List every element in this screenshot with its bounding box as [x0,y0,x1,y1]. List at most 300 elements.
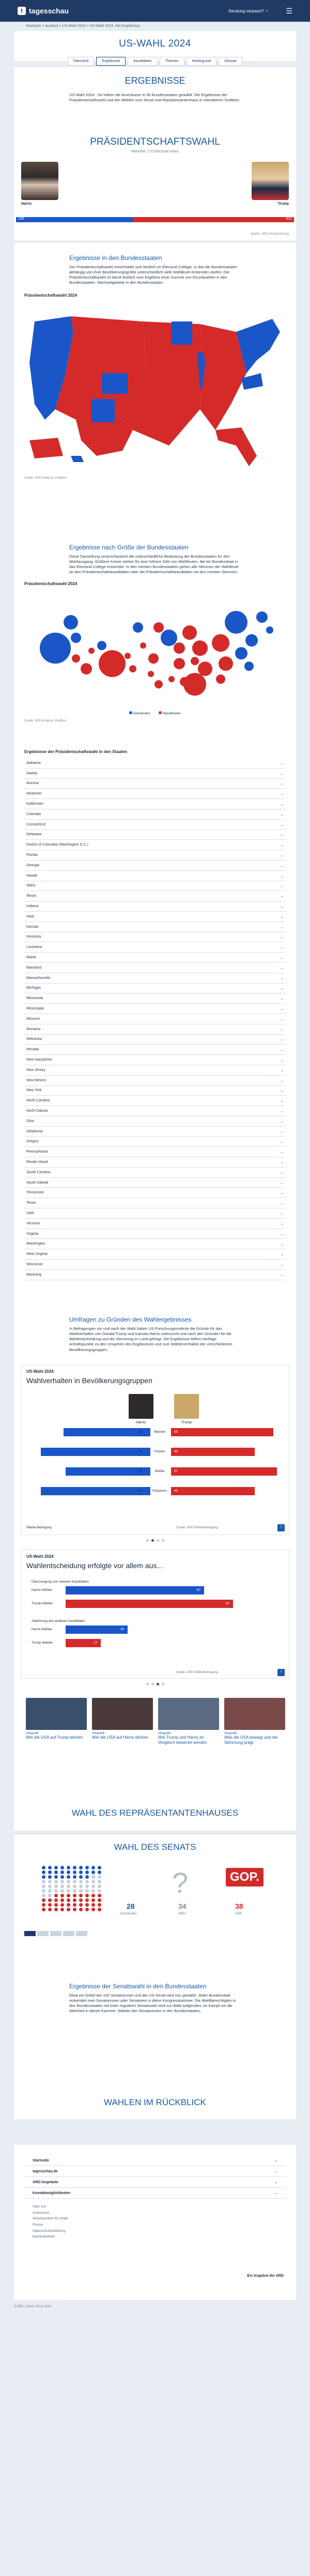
state-name: Oregon [26,1140,39,1144]
teaser-trump[interactable] [26,1698,87,1740]
states-section [14,739,296,1308]
senate-seat [60,1870,64,1874]
senate-seat [54,1898,58,1902]
senate-seat [79,1908,83,1911]
state-name: Missouri [26,1017,40,1021]
state-accordion-item[interactable] [24,1045,286,1055]
state-accordion-item[interactable] [24,820,286,830]
state-accordion-item[interactable] [24,871,286,881]
state-accordion-item[interactable] [24,1086,286,1096]
senate-seat [67,1884,70,1888]
card1-trump-bar [171,1428,273,1436]
bubble-iowa [140,642,146,649]
state-accordion-item[interactable] [24,1260,286,1270]
card2-info-icon[interactable]: i [277,1669,285,1676]
chevron-down-icon: ⌄ [280,883,284,888]
senate-seat [73,1903,76,1907]
bubble-texas [99,650,126,677]
map-state-newmexico-blue [91,399,115,422]
senate-seat [42,1908,45,1911]
president-source: Quelle: ARD Hochrechnung [251,233,289,236]
state-name: Florida [26,853,38,857]
senate-seat [73,1889,76,1893]
card1-harris-value: 53 [139,1489,143,1493]
chevron-down-icon: ⌄ [280,1241,284,1247]
state-accordion-item[interactable] [24,809,286,820]
state-accordion-item[interactable] [24,1198,286,1208]
senate-seat [67,1898,70,1902]
footer-privacy[interactable]: Datenschutzerklärung [33,2229,66,2233]
senate-seat [79,1875,83,1879]
state-accordion-item[interactable] [24,1014,286,1024]
senate-heading: WAHL DES SENATS [114,1842,196,1852]
senate-seat [42,1884,45,1888]
card2-value: 30 [120,1628,125,1631]
state-accordion-item[interactable] [24,1024,286,1035]
chevron-down-icon: ⌄ [280,1006,284,1011]
state-name: South Carolina [26,1170,51,1174]
page-header [14,31,296,61]
senate-seat [73,1884,76,1888]
senate-seat [42,1866,45,1869]
state-accordion-item[interactable] [24,1188,286,1198]
bubble-california [40,633,71,664]
footer-link-home[interactable]: Startseite ⌄ [24,2155,286,2166]
state-accordion-item[interactable] [24,799,286,809]
senate-seat [60,1866,64,1869]
state-accordion-item[interactable] [24,1096,286,1106]
bubble-connecticut [266,626,273,634]
state-accordion-item[interactable] [24,1270,286,1280]
chevron-down-icon: ⌄ [274,2181,277,2184]
state-accordion-item[interactable] [24,901,286,912]
bubble-illinois [161,630,177,646]
state-accordion-item[interactable] [24,984,286,994]
senate-seat [91,1870,95,1874]
senate-text-section [14,1959,296,2083]
chevron-down-icon: ⌄ [280,975,284,980]
card1-harris-value: 42 [139,1430,143,1434]
chevron-down-icon: ⌄ [280,1221,284,1226]
state-accordion-item[interactable] [24,1229,286,1239]
survey-heading: Umfragen zu Gründen des Wahlergebnisses [69,1316,192,1323]
chevron-down-icon: ⌄ [280,811,284,817]
survey-card-motivation [21,1550,289,1679]
tab-topics[interactable]: Themen [160,57,184,66]
state-accordion-item[interactable] [24,1249,286,1260]
chevron-down-icon: ⌄ [280,1231,284,1236]
state-accordion-list [24,758,286,1280]
dot[interactable] [146,1539,149,1542]
card2-harris-bar [66,1586,204,1594]
senate-seat [91,1898,95,1902]
senate-seat [67,1894,70,1897]
senate-seat [79,1884,83,1888]
footer-small-links [24,2199,286,2245]
state-accordion-item[interactable] [24,1147,286,1157]
senate-seat [85,1884,89,1888]
senate-seat [91,1880,95,1883]
card2-row-label: Trump-Wähler [32,1641,53,1645]
senate-seat-grid [42,1866,109,1918]
card1-harris-bar [41,1448,150,1456]
state-name: Texas [26,1201,36,1205]
bubble-wisconsin [153,622,164,633]
dot[interactable] [162,1539,164,1542]
senate-seat [98,1898,101,1902]
senate-seat [98,1875,101,1879]
state-accordion-item[interactable] [24,779,286,789]
card1-carousel-dots[interactable] [0,1539,310,1542]
senate-seat [98,1908,101,1911]
state-accordion-item[interactable] [24,861,286,871]
chevron-down-icon: ⌄ [280,955,284,960]
state-name: Arizona [26,781,39,786]
chevron-down-icon: ⌄ [280,771,284,776]
senate-seat [79,1898,83,1902]
breadcrumb[interactable]: Startseite > Ausland > US-Wahl 2024 > US-Wahl 2024: Alle Ergebnisse [26,24,141,28]
bubble-ohio [192,640,208,656]
senate-seat [42,1880,45,1883]
chevron-down-icon: ⌄ [280,781,284,786]
senate-seat [91,1875,95,1879]
house-heading: WAHL DES REPRÄSENTANTENHAUSES [71,1808,239,1818]
senate-seat [98,1866,101,1869]
tab-candidates[interactable]: Kandidaten [128,57,157,66]
chevron-down-icon: ⌄ [280,1108,284,1113]
state-name: North Dakota [26,1109,48,1113]
state-accordion-item[interactable] [24,1035,286,1045]
chevron-down-icon: ⌄ [280,1067,284,1072]
us-results-map [14,301,296,477]
card1-harris-bar [66,1467,150,1476]
chevron-down-icon: ⌄ [280,996,284,1001]
chevron-down-icon: ⌄ [280,1016,284,1021]
card1-row-label: Frauen [154,1450,165,1453]
state-name: Colorado [26,812,41,816]
senate-seat [85,1866,89,1869]
state-accordion-item[interactable] [24,1106,286,1116]
state-accordion-item[interactable] [24,840,286,850]
state-accordion-item[interactable] [24,953,286,963]
senate-gop-logo: GOP. [226,1868,264,1887]
senate-tab[interactable] [37,1931,49,1936]
senate-tab[interactable] [76,1931,87,1936]
state-name: Virginia [26,1232,39,1236]
senate-seat [60,1908,64,1911]
state-accordion-item[interactable] [24,1157,286,1168]
card1-footer: Quelle: ARD Wählerbefragung [176,1526,218,1529]
teaser-mood[interactable] [224,1698,285,1745]
senate-seat [85,1880,89,1883]
results-intro [14,67,296,129]
chevron-down-icon: ⌄ [280,1180,284,1185]
dot-active[interactable] [151,1539,154,1542]
senate-section [14,1835,296,1959]
bubble-maryland [244,662,254,671]
state-name: Montana [26,1027,41,1031]
senate-seat [48,1889,52,1893]
state-accordion-item[interactable] [24,1116,286,1127]
chevron-down-icon: ⌄ [280,934,284,940]
state-name: New York [26,1088,42,1093]
senate-seat [98,1894,101,1897]
chevron-down-icon: ⌄ [280,1190,284,1195]
bubble-heading: Ergebnisse nach Größe der Bundesstaaten [69,544,189,551]
bubble-alabama [180,677,189,686]
senate-seat [85,1894,89,1897]
state-accordion-item[interactable] [24,1178,286,1188]
senate-seat [54,1866,58,1869]
chevron-down-icon: ⌄ [280,1139,284,1144]
chevron-down-icon: ⌄ [280,873,284,878]
state-accordion-item[interactable] [24,789,286,799]
senate-seat [48,1903,52,1907]
state-accordion-item[interactable] [24,1219,286,1229]
dot[interactable] [151,1683,154,1685]
senate-seat [85,1908,89,1911]
senate-seat [60,1884,64,1888]
senate-seat [67,1866,70,1869]
state-accordion-item[interactable] [24,1208,286,1219]
state-name: Massachusetts [26,976,51,980]
map-text: Der Präsidentschaftswahl entscheidet sich letztlich im Electoral College, in das die Bundesstaaten abhängig von ihrer Bevölkerungsgröße unterschiedlich viele Wahlleute entsenden dürfen. Die Präsidentschaftswahl ist damit letztlich eine Ergebnis einer Summe von Einzelwahlen in den Bundesstaaten. Wechselgebiete in den Bundesstaaten [69,265,238,285]
bubble-michigan [182,625,197,640]
teaser-title: Wie die USA auf Trump blicken [26,1735,83,1740]
state-name: Mississippi [26,1007,44,1011]
chevron-down-icon: ⌄ [280,894,284,899]
dot[interactable] [146,1683,149,1685]
chevron-down-icon: ⌄ [280,853,284,858]
state-accordion-item[interactable] [24,1004,286,1014]
chevron-down-icon: ⌄ [280,986,284,991]
teaser-compare[interactable] [158,1698,219,1745]
state-accordion-item[interactable] [24,1239,286,1249]
card1-trump-value: 45 [174,1450,178,1453]
state-accordion-item[interactable] [24,942,286,953]
card2-footer: Quelle: ARD Wählerbefragung [176,1671,218,1674]
senate-open-label: Offen [178,1912,186,1915]
senate-seat [48,1898,52,1902]
senate-seat [98,1903,101,1907]
footer [14,2145,296,2300]
map-heading: Ergebnisse in den Bundesstaaten [69,254,162,262]
senate-seat [79,1880,83,1883]
card2-row-label: Harris-Wähler [32,1588,53,1592]
state-name: Iowa [26,914,34,918]
chevron-down-icon: ⌄ [280,1088,284,1093]
senate-seat [54,1908,58,1911]
state-accordion-item[interactable] [24,932,286,943]
bubble-louisiana [154,680,163,688]
footer-link-tagesschau[interactable]: tagesschau.de ⌄ [24,2166,286,2177]
state-name: Wyoming [26,1272,42,1277]
senate-seat [42,1894,45,1897]
card2-value: 67 [197,1588,201,1592]
page-title: US-WAHL 2024 [119,38,191,49]
survey-card-demographics [21,1364,289,1535]
state-accordion-item[interactable] [24,912,286,922]
senate-seat [67,1875,70,1879]
senate-seat [60,1903,64,1907]
bubble-chart-label: Präsidentschaftswahl 2024 [24,581,78,586]
footer-about[interactable]: Über uns [33,2205,47,2209]
teaser-image [92,1698,153,1730]
state-name: Idaho [26,884,36,888]
card1-harris-value: 41 [139,1469,143,1473]
senate-seat [42,1898,45,1902]
state-accordion-item[interactable] [24,758,286,769]
senate-tab[interactable] [50,1931,61,1936]
state-accordion-item[interactable] [24,1076,286,1086]
teaser-image [26,1698,87,1730]
bubble-mississippi [168,676,175,682]
president-section [14,129,296,240]
search-box[interactable] [228,8,268,13]
bubble-text: Diese Darstellung veranschaulicht die unterschiedliche Bedeutung der Bundesstaaten für den Wahlausgang. Größere Kreise stehen für eine höhere Zahl von Wahlleuten, die ein Bundesstaat in das Electoral College entsendet. In den meisten Bundesstaaten gehen alle Stimmen der Wahlleute an den Präsidentschaftskandidaten oder die Präsidentschaftskandidatin mit den meisten Stimmen. [69,554,239,575]
card2-row-label: Harris-Wähler [32,1628,53,1631]
senate-seat [54,1875,58,1879]
state-accordion-item[interactable] [24,1137,286,1147]
dot-active[interactable] [157,1683,159,1685]
state-accordion-item[interactable] [24,850,286,861]
state-accordion-item[interactable] [24,1065,286,1076]
teaser-image [158,1698,219,1730]
state-accordion-item[interactable] [24,881,286,892]
map-state-hawaii-blue [71,456,84,462]
senate-seat [48,1880,52,1883]
tab-overview[interactable]: Übersicht [68,57,95,66]
state-accordion-item[interactable] [24,993,286,1004]
footer-responsible[interactable]: Verantwortlich für Inhalt [33,2217,68,2221]
state-accordion-item[interactable] [24,830,286,840]
state-name: Nebraska [26,1037,42,1041]
senate-seat [91,1903,95,1907]
senate-seat [67,1908,70,1911]
footer-imprint[interactable]: Impressum [33,2211,50,2215]
hamburger-icon[interactable]: ☰ [286,6,292,15]
tagesschau-logo[interactable] [18,7,69,15]
footer-accessibility[interactable]: Barrierefreiheit [33,2235,55,2239]
chevron-down-icon: ⌄ [280,822,284,827]
survey-text: In Befragungen vor und nach der Wahl haben US-Forschungsinstitute die Gründe für das Wahlverhalten von Donald Trump und Kamala Harris untersucht und nach den Gründen für die Wahlentscheidung und die Stimmung im Land gefragt. Die Ergebnisse liefern wichtige Anhaltspunkte zu den Ursachen des Ergebnisses und zum Wählerverhalten der verschiedenen Bevölkerungsgruppen. [69,1326,233,1352]
chevron-down-icon: ⌄ [280,1057,284,1062]
state-name: North Carolina [26,1099,50,1103]
senate-gop-label: GOP [235,1912,242,1915]
chevron-down-icon: ⌄ [280,1210,284,1216]
tab-background[interactable]: Hintergrund [187,57,217,66]
card2-value: 81 [226,1602,230,1605]
senate-seat [60,1875,64,1879]
map-state-minnesota-blue [172,321,192,345]
senate-seat [85,1903,89,1907]
senate-seat [91,1894,95,1897]
bubble-washington [64,615,78,630]
senate-seat [60,1898,64,1902]
electoral-vote-bar [16,217,294,222]
dot[interactable] [162,1683,164,1685]
state-name: New Jersey [26,1068,45,1072]
senate-seat [73,1880,76,1883]
senate-open-count: 34 [178,1902,187,1910]
state-accordion-item[interactable] [24,973,286,984]
senate-seat [48,1908,52,1911]
chevron-down-icon: ⌄ [280,914,284,919]
map-state-alaska-red [29,438,63,458]
state-accordion-item[interactable] [24,922,286,932]
senate-seat [42,1870,45,1874]
senate-seat [79,1894,83,1897]
ard-brand[interactable]: Ein Angebot der ARD [247,2274,284,2278]
tab-results[interactable]: Ergebnisse [96,57,126,66]
state-name: Illinois [26,894,37,898]
senate-seat [54,1880,58,1883]
bubble-virginia [235,647,247,660]
card1-row-label: Weiße [154,1469,165,1473]
state-name: Georgia [26,863,39,867]
chevron-down-icon: ⌄ [280,791,284,796]
card1-title: Wahlverhalten in Bevölkerungsgruppen [26,1376,152,1385]
senate-tab[interactable] [24,1931,36,1936]
majority-note: Mehrheit: 270 Electoral Votes [131,150,179,154]
bubble-new-york [225,611,247,634]
card2-group1: Überzeugung von meinem Kandidaten [32,1580,89,1584]
footer-link-ard[interactable]: ARD-Angebote ⌄ [24,2177,286,2188]
senate-seat [85,1870,89,1874]
bubble-tennessee [174,658,185,669]
senate-tab[interactable] [63,1931,74,1936]
state-accordion-item[interactable] [24,963,286,973]
logo-text: tagesschau [29,7,69,15]
chevron-down-icon: ⌄ [280,1098,284,1103]
state-accordion-item[interactable] [24,1127,286,1137]
state-accordion-item[interactable] [24,891,286,901]
footer-press[interactable]: Presse [33,2223,43,2227]
chevron-down-icon: ⌄ [274,2191,277,2195]
teaser-kicker: Infografik [26,1732,39,1735]
state-name: Vermont [26,1221,40,1225]
tab-glossary[interactable]: Glossar [219,57,242,66]
senate-seat [48,1870,52,1874]
chevron-down-icon: ⌄ [280,945,284,950]
chevron-down-icon: ⌄ [274,2170,277,2173]
bubble-south-carolina [216,674,225,684]
card2-value: 17 [94,1641,98,1645]
state-accordion-item[interactable] [24,1168,286,1178]
logo-mark: t [18,7,26,15]
teaser-harris[interactable] [92,1698,153,1740]
state-name: Tennessee [26,1191,44,1195]
state-accordion-item[interactable] [24,769,286,779]
footer-link-contact[interactable]: Kontaktmöglichkeiten ⌄ [24,2188,286,2199]
card1-trump-bar [171,1448,255,1456]
chevron-down-icon: ⌄ [280,904,284,909]
state-name: South Dakota [26,1180,49,1185]
state-accordion-item[interactable] [24,1055,286,1065]
state-name: Pennsylvania [26,1150,48,1154]
senate-seat [54,1870,58,1874]
state-name: Oklahoma [26,1129,43,1133]
chevron-down-icon: ⌄ [280,832,284,837]
senate-seat [85,1875,89,1879]
card2-group2: Ablehnung des anderen Kandidaten [32,1619,85,1623]
dot[interactable] [157,1539,159,1542]
card1-harris-value: 53 [139,1450,143,1453]
card1-info-icon[interactable]: i [277,1524,285,1531]
card2-carousel-dots[interactable] [0,1683,310,1685]
chevron-down-icon: ⌄ [280,1272,284,1277]
chevron-down-icon: ⌄ [280,1252,284,1257]
